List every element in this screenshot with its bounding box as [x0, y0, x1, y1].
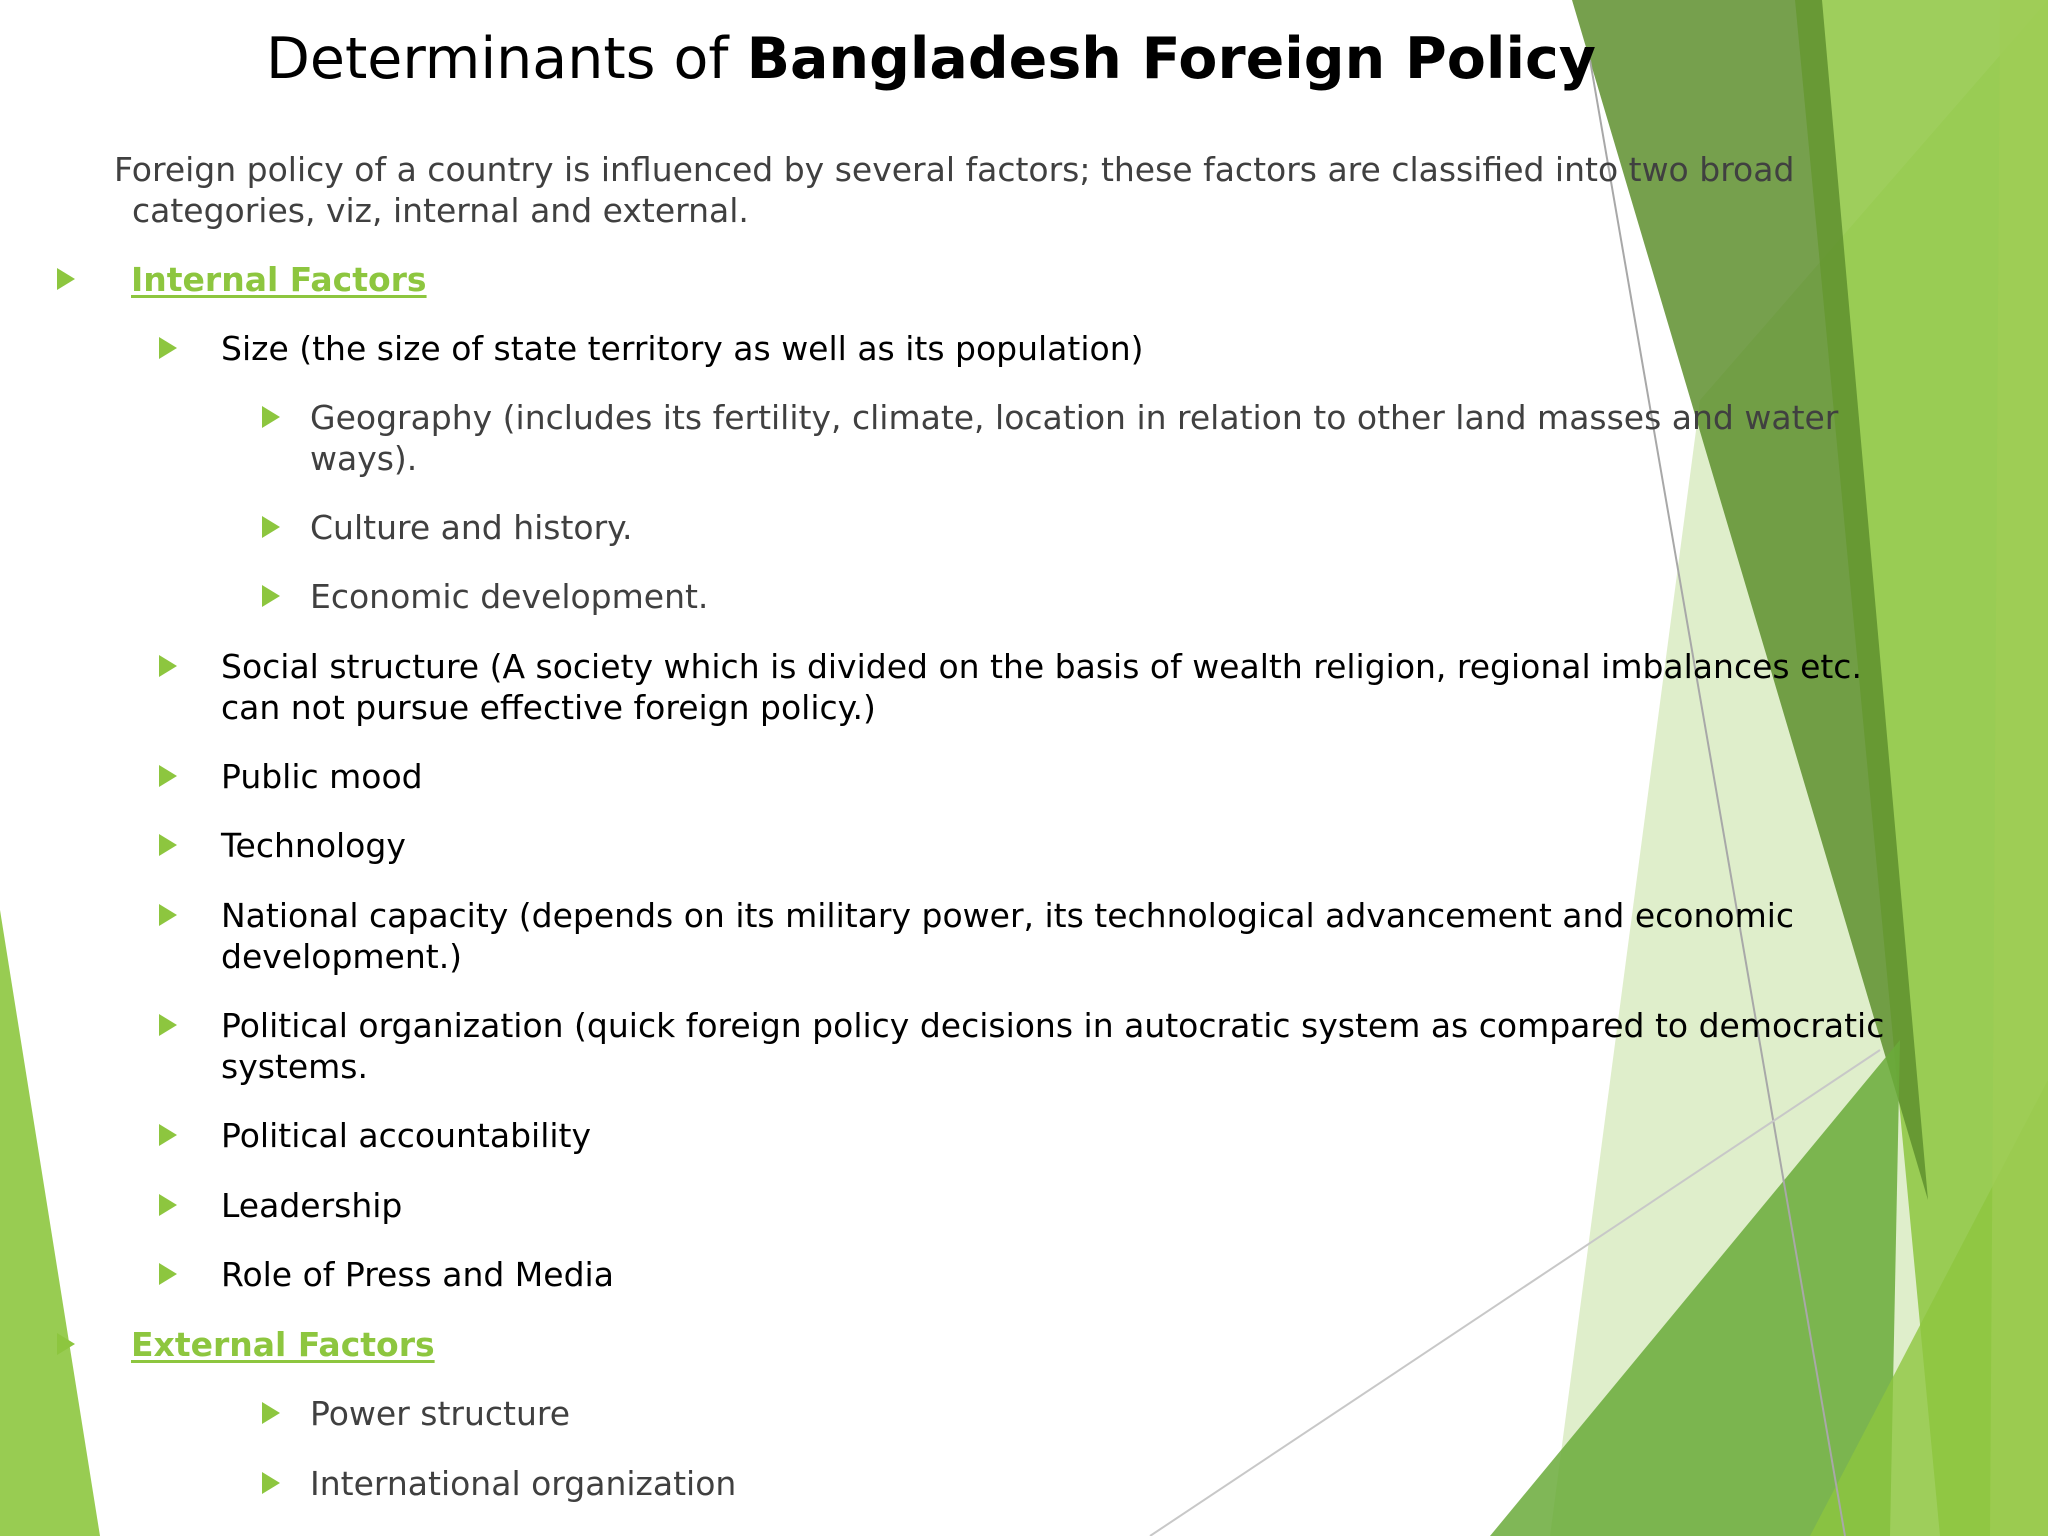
list-item-geography: [310, 397, 1838, 479]
list-item-size: [221, 328, 1144, 369]
list-item-power-structure: [310, 1393, 570, 1434]
item-text: Internal Factors: [131, 260, 427, 299]
bullet-arrow-icon: [262, 516, 280, 538]
bullet-arrow-icon: [159, 1124, 177, 1146]
bullet-arrow-icon: [159, 1194, 177, 1216]
bullet-arrow-icon: [159, 1014, 177, 1036]
title-bold: Bangladesh Foreign Policy: [746, 26, 1596, 92]
bullet-arrow-icon: [159, 904, 177, 926]
item-text: Leadership: [221, 1186, 403, 1225]
list-item-economic-development: [310, 576, 708, 617]
section-heading-external-factors: [131, 1324, 435, 1365]
item-text-continued: can not pursue effective foreign policy.): [221, 688, 876, 727]
list-item-public-mood: [221, 756, 423, 797]
item-text-continued: development.): [221, 937, 463, 976]
item-text: National capacity (depends on its military power, its technological advancement and economic: [221, 896, 1795, 935]
intro-line-2: categories, viz, internal and external.: [132, 191, 749, 230]
bullet-arrow-icon: [159, 655, 177, 677]
bullet-arrow-icon: [159, 765, 177, 787]
item-text: Culture and history.: [310, 508, 633, 547]
list-item-political-organization: [221, 1005, 1884, 1087]
bullet-arrow-icon: [159, 337, 177, 359]
bullet-arrow-icon: [57, 268, 75, 290]
item-text: Economic development.: [310, 577, 709, 616]
item-text: Political accountability: [221, 1116, 591, 1155]
list-item-culture-history: [310, 507, 632, 548]
section-heading-internal-factors: [131, 259, 427, 300]
item-text: Public mood: [221, 757, 423, 796]
item-text: Power structure: [310, 1394, 571, 1433]
title-normal: Determinants of: [266, 26, 747, 92]
bullet-arrow-icon: [262, 1402, 280, 1424]
list-item-political-accountability: [221, 1115, 591, 1156]
slide-title: [266, 24, 1596, 94]
list-item-national-capacity: [221, 895, 1794, 977]
item-text: Role of Press and Media: [221, 1255, 614, 1294]
bullet-arrow-icon: [262, 406, 280, 428]
intro-line-1: Foreign policy of a country is influenced by several factors; these factors are classified into two broad: [114, 150, 1795, 189]
list-item-leadership: [221, 1185, 402, 1226]
bullet-arrow-icon: [159, 1263, 177, 1285]
intro-paragraph: [114, 149, 1914, 231]
item-text: Technology: [221, 826, 406, 865]
item-text: External Factors: [131, 1325, 435, 1364]
item-text: International organization: [310, 1464, 737, 1503]
item-text: Political organization (quick foreign policy decisions in autocratic system as compared to democratic: [221, 1006, 1885, 1045]
item-text: Size (the size of state territory as well as its population): [221, 329, 1144, 368]
item-text-continued: ways).: [310, 439, 418, 478]
bullet-arrow-icon: [159, 834, 177, 856]
bullet-arrow-icon: [57, 1333, 75, 1355]
list-item-social-structure: [221, 646, 1862, 728]
bullet-arrow-icon: [262, 585, 280, 607]
item-text: Social structure (A society which is divided on the basis of wealth religion, regional imbalances etc.: [221, 647, 1862, 686]
item-text: Geography (includes its fertility, climate, location in relation to other land masses and water: [310, 398, 1839, 437]
list-item-technology: [221, 825, 406, 866]
bullet-arrow-icon: [262, 1472, 280, 1494]
item-text-continued: systems.: [221, 1047, 368, 1086]
list-item-press-media: [221, 1254, 614, 1295]
list-item-international-organization: [310, 1463, 736, 1504]
